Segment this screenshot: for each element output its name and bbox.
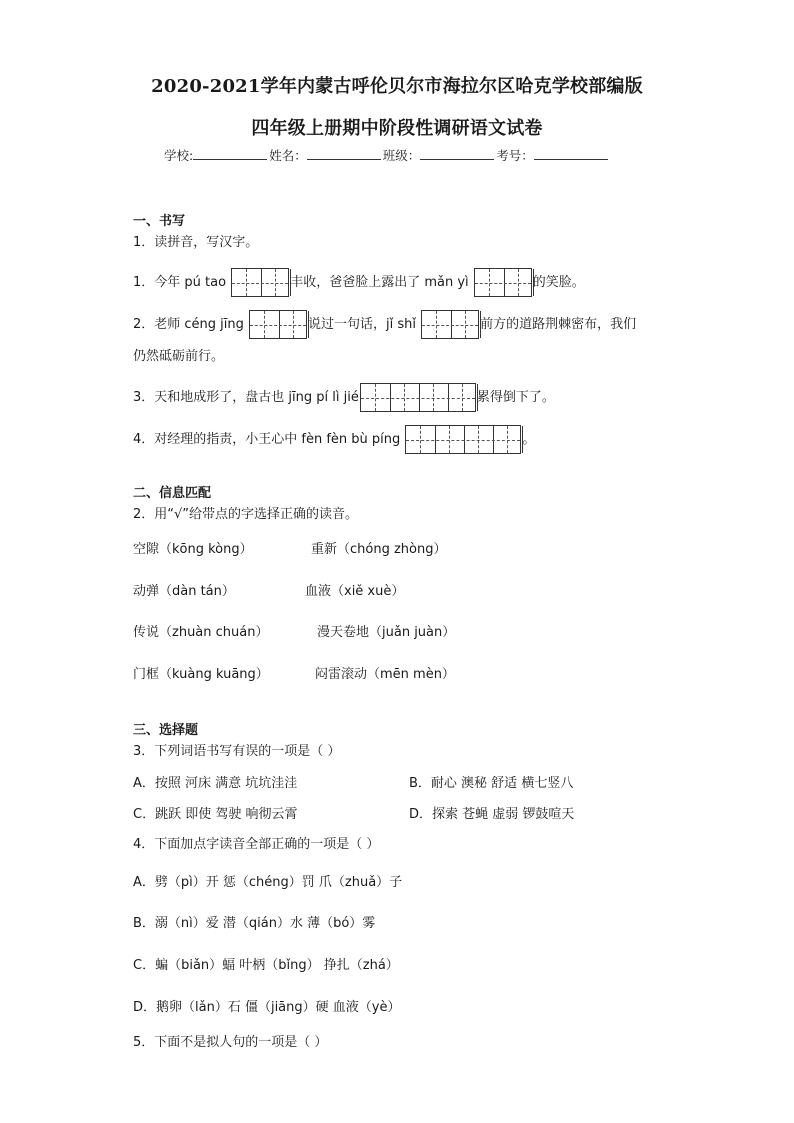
q3-option-c[interactable]: C．跳跃 即使 驾驶 响彻云霄 (133, 807, 298, 822)
exam-no-blank[interactable] (534, 146, 608, 160)
tianzige-box[interactable] (231, 268, 289, 297)
school-blank[interactable] (193, 146, 267, 160)
class-label: 班级： (382, 148, 421, 163)
q4-option-b[interactable]: B．溺（nì）爱 潜（qián）水 薄（bó）雾 (133, 916, 376, 931)
pinyin-choice[interactable]: 空隙（kōng kòng） (133, 542, 253, 557)
question-2-stem: 2．用“√”给带点的字选择正确的读音。 (133, 507, 359, 522)
q3-option-d[interactable]: D．探索 苍蝇 虚弱 锣鼓喧天 (409, 807, 575, 822)
exam-no-label: 考号： (496, 148, 534, 163)
q4-option-c[interactable]: C．蝙（biǎn）蝠 叶柄（bǐng） 挣扎（zhá） (133, 958, 399, 973)
pinyin-choice[interactable]: 重新（chóng zhòng） (311, 542, 447, 557)
q1-item-1: 1．今年 pú tao 丰收，爸爸脸上露出了 mǎn yì 的笑脸。 (133, 268, 585, 297)
tianzige-box[interactable] (249, 310, 307, 339)
question-1-stem: 1．读拼音，写汉字。 (133, 235, 259, 250)
section-heading-choice: 三、选择题 (133, 723, 199, 738)
pinyin-choice[interactable]: 传说（zhuàn chuán） (133, 625, 269, 640)
q3-option-a[interactable]: A．按照 河床 满意 坑坑洼洼 (133, 776, 298, 791)
section-heading-matching: 二、信息匹配 (133, 486, 212, 501)
question-3-stem: 3．下列词语书写有误的一项是（ ） (133, 744, 341, 759)
q1-item-2: 2．老师 céng jīng 说过一句话，jǐ shǐ 前方的道路荆棘密布，我们 (133, 310, 636, 339)
section-heading-writing: 一、书写 (133, 214, 186, 229)
q1-item-3: 3．天和地成形了，盘古也 jīng pí lì jié 累得倒下了。 (133, 383, 555, 412)
q1-item-2-continued: 仍然砥砺前行。 (133, 349, 225, 364)
pinyin-choice[interactable]: 门框（kuàng kuāng） (133, 667, 269, 682)
class-blank[interactable] (420, 146, 494, 160)
school-label: 学校: (164, 148, 194, 163)
tianzige-box[interactable] (474, 268, 532, 297)
q3-option-b[interactable]: B．耐心 澳秘 舒适 横七竖八 (409, 776, 574, 791)
q4-option-d[interactable]: D．鹅卵（lǎn）石 僵（jiāng）硬 血液（yè） (133, 1000, 401, 1015)
name-label: 姓名： (269, 148, 307, 163)
name-blank[interactable] (307, 146, 381, 160)
page-title-line-1: 2020-2021学年内蒙古呼伦贝尔市海拉尔区哈克学校部编版 (151, 76, 643, 97)
question-5-stem: 5．下面不是拟人句的一项是（ ） (133, 1035, 328, 1050)
page-title-line-2: 四年级上册期中阶段性调研语文试卷 (251, 118, 543, 139)
pinyin-choice[interactable]: 漫天卷地（juǎn juàn） (317, 625, 456, 640)
pinyin-choice[interactable]: 血液（xiě xuè） (305, 584, 405, 599)
tianzige-box[interactable] (405, 425, 521, 454)
pinyin-choice[interactable]: 动弹（dàn tán） (133, 584, 235, 599)
question-4-stem: 4．下面加点字读音全部正确的一项是（ ） (133, 837, 380, 852)
student-info-row (164, 146, 610, 164)
tianzige-box[interactable] (360, 383, 476, 412)
q4-option-a[interactable]: A．劈（pì）开 惩（chéng）罚 爪（zhuǎ）子 (133, 875, 403, 890)
tianzige-box[interactable] (421, 310, 479, 339)
pinyin-choice[interactable]: 闷雷滚动（mēn mèn） (315, 667, 455, 682)
q1-item-4: 4．对经理的指责，小王心中 fèn fèn bù píng 。 (133, 425, 535, 454)
